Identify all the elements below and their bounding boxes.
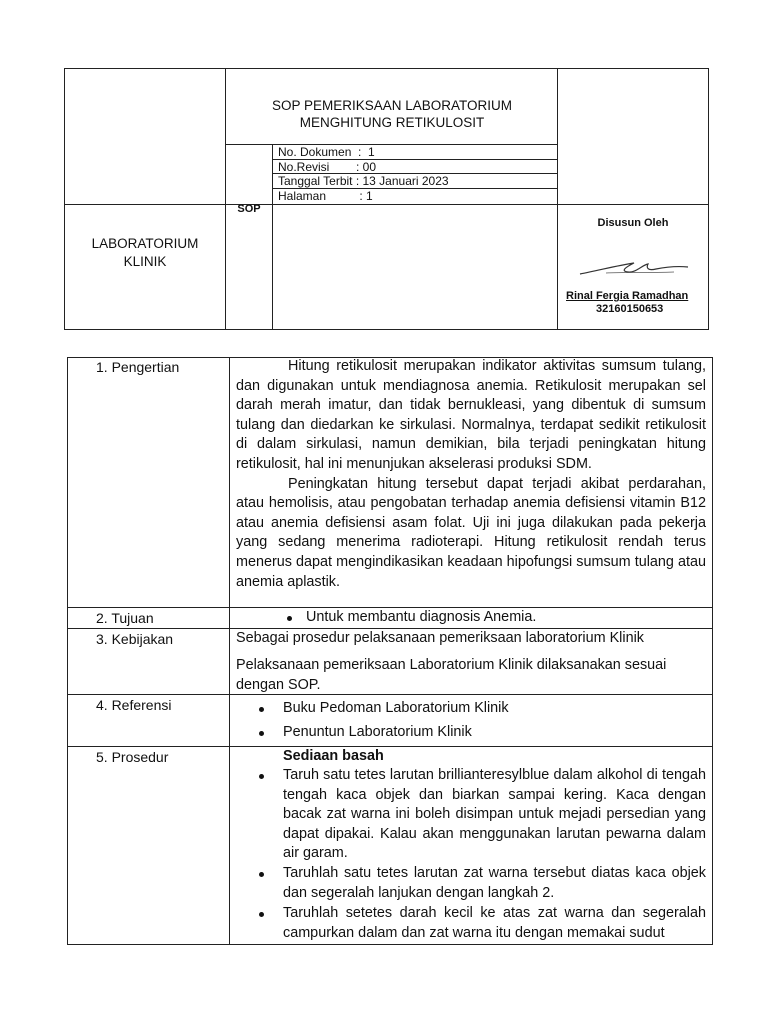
label-pengertian: 1. Pengertian [96, 359, 180, 375]
title-line-2: MENGHITUNG RETIKULOSIT [299, 115, 485, 130]
bullet-icon [259, 912, 264, 917]
author-name: Rinal Fergia Ramadhan [566, 290, 689, 302]
bullet-icon [259, 872, 264, 877]
meta-no-dokumen: No. Dokumen : 1 [278, 145, 375, 159]
meta-tanggal-terbit: Tanggal Terbit : 13 Januari 2023 [278, 174, 449, 188]
prosedur-item-3: Taruhlah setetes darah kecil ke atas zat warna dan segeralah campurkan dalam dan zat warna itu dengan memakai sudut [283, 905, 706, 941]
lab-line-2: KLINIK [123, 254, 167, 269]
document-title [226, 97, 558, 131]
meta-no-revisi: No.Revisi : 00 [278, 160, 377, 174]
disusun-oleh-label: Disusun Oleh [597, 217, 669, 229]
title-line-1: SOP PEMERIKSAAN LABORATORIUM [271, 98, 513, 113]
kebijakan-line-2: Pelaksanaan pemeriksaan Laboratorium Klinik dilaksanakan sesuai dengan SOP. [236, 657, 667, 693]
referensi-item-2: Penuntun Laboratorium Klinik [283, 724, 472, 740]
label-kebijakan: 3. Kebijakan [96, 631, 174, 647]
meta-halaman: Halaman : 1 [278, 189, 373, 203]
kebijakan-line-1: Sebagai prosedur pelaksanaan pemeriksaan laboratorium Klinik [236, 630, 644, 646]
signature-image [576, 254, 692, 280]
pengertian-text [236, 357, 706, 592]
label-tujuan: 2. Tujuan [96, 610, 154, 626]
referensi-item-1: Buku Pedoman Laboratorium Klinik [283, 700, 509, 716]
author-id: 32160150653 [596, 303, 664, 315]
label-referensi: 4. Referensi [96, 697, 172, 713]
bullet-icon [259, 774, 264, 779]
tujuan-item: Untuk membantu diagnosis Anemia. [306, 609, 537, 625]
pengertian-paragraph-2: Peningkatan hitung tersebut dapat terjadi akibat perdarahan, atau hemolisis, atau pengobatan terhadap anemia defisiensi vitamin B12 atau anemia defisiensi asam folat. Uji ini juga dilakukan pada pekerja yang sedang menerima radioterapi. Hitung retikulosit rendah terus menerus dapat mengindikasikan keadaan hipofungsi sumsum tulang atau anemia aplastik. [236, 475, 706, 590]
bullet-icon [259, 731, 264, 736]
sop-label: SOP [237, 203, 261, 215]
lab-line-1: LABORATORIUM [91, 236, 199, 251]
prosedur-item-1: Taruh satu tetes larutan brillianteresylblue dalam alkohol di tengah tengah kaca objek dan biarkan sampai kering. Kaca dengan bacak zat warna ini boleh disimpan untuk mejadi persedian yang dapat dipakai. Kalau akan menggunakan larutan pewarna dalam air garam. [283, 767, 706, 862]
prosedur-item-2: Taruhlah satu tetes larutan zat warna tersebut diatas kaca objek dan segeralah lanjukan dengan langkah 2. [283, 865, 706, 901]
lab-title [66, 235, 224, 271]
pengertian-paragraph-1: Hitung retikulosit merupakan indikator aktivitas sumsum tulang, dan digunakan untuk mendiagnosa anemia. Retikulosit merupakan sel darah merah imatur, dan tidak bernukleasi, yang dibentuk di sumsum tulang dan diedarkan ke sirkulasi. Normalnya, terdapat sedikit retikulosit di dalam sirkulasi, namun demikian, bila terjadi peningkatan hitung retikulosit, hal ini menunjukan akselerasi produksi SDM. [236, 358, 706, 472]
bullet-icon [287, 616, 292, 621]
bullet-icon [259, 707, 264, 712]
label-prosedur: 5. Prosedur [96, 749, 169, 765]
prosedur-subheading: Sediaan basah [283, 748, 384, 764]
